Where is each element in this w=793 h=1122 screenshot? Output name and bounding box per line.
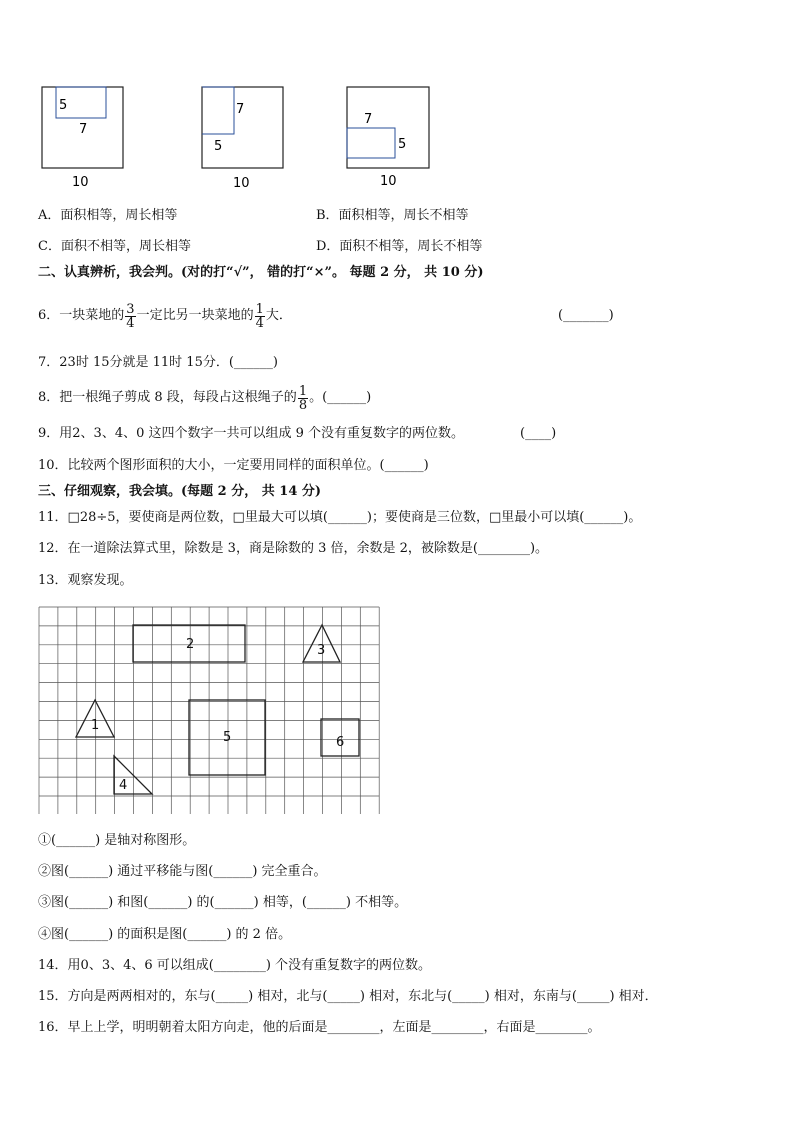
q6-fraction-2 <box>255 303 265 330</box>
shape-3-label: 3 <box>317 643 326 658</box>
option-a[interactable]: A．面积相等，周长相等 <box>38 208 178 223</box>
q6-fraction-1 <box>125 303 135 330</box>
q6-prefix: 6．一块菜地的 <box>38 308 125 323</box>
q6-fraction-2-den: 4 <box>255 315 264 331</box>
question-10: 10．比较两个图形面积的大小，一定要用同样的面积单位。(______) <box>38 458 429 473</box>
option-c[interactable]: C．面积不相等，周长相等 <box>38 239 191 254</box>
question-12: 12．在一道除法算式里，除数是 3，商是除数的 3 倍，余数是 2，被除数是(________)。 <box>38 541 549 556</box>
figure-2-label-b: 5 <box>214 139 223 154</box>
q8-prefix: 8．把一根绳子剪成 8 段，每段占这根绳子的 <box>38 390 297 405</box>
section-3-heading: 三、仔细观察，我会填。(每题 2 分， 共 14 分) <box>38 484 322 499</box>
question-8 <box>38 380 371 416</box>
q6-fraction-1-num: 3 <box>126 301 135 317</box>
question-13-1: ①(______) 是轴对称图形。 <box>38 833 196 848</box>
q8-fraction-num: 1 <box>298 383 308 399</box>
q6-fraction-2-num: 1 <box>255 301 264 317</box>
figure-1 <box>42 87 123 190</box>
q8-suffix: 。(______) <box>309 390 372 405</box>
section-2-heading: 二、认真辨析，我会判。(对的打“√”， 错的打“×”。 每题 2 分， 共 10 分) <box>38 265 484 280</box>
observation-grid <box>38 606 380 814</box>
question-15: 15．方向是两两相对的，东与(_____) 相对，北与(_____) 相对，东北与(_____) 相对，东南与(_____) 相对． <box>38 989 658 1004</box>
q8-fraction-den: 8 <box>298 397 308 413</box>
figure-3 <box>347 87 429 189</box>
question-13-4: ④图(______) 的面积是图(______) 的 2 倍。 <box>38 927 292 942</box>
question-14: 14．用0、3、4、6 可以组成(________) 个没有重复数字的两位数。 <box>38 958 432 973</box>
figure-3-bottom-label: 10 <box>380 174 397 189</box>
q6-fraction-1-den: 4 <box>126 315 135 331</box>
question-13: 13．观察发现。 <box>38 573 133 588</box>
question-16: 16．早上上学，明明朝着太阳方向走，他的后面是________，左面是________，右面是________。 <box>38 1020 601 1035</box>
figure-3-label-a: 7 <box>364 112 373 127</box>
q8-fraction <box>298 385 308 412</box>
question-9: 9．用2、3、4、0 这四个数字一共可以组成 9 个没有重复数字的两位数。 <box>38 426 465 441</box>
figure-2-bottom-label: 10 <box>233 176 250 191</box>
figure-2 <box>202 87 283 191</box>
question-13-2: ②图(______) 通过平移能与图(______) 完全重合。 <box>38 864 327 879</box>
question-11: 11．□28÷5，要使商是两位数，□里最大可以填(______)；要使商是三位数，□里最小可以填(______)。 <box>38 510 642 525</box>
figure-2-label-a: 7 <box>236 102 245 117</box>
figure-3-label-b: 5 <box>398 137 407 152</box>
q6-mid: 一定比另一块菜地的 <box>136 308 254 323</box>
figure-1-bottom-label: 10 <box>72 175 89 190</box>
shape-2-label: 2 <box>186 637 195 652</box>
area-perimeter-figures <box>0 0 793 200</box>
figure-1-label-b: 7 <box>79 122 88 137</box>
q6-suffix: 大． <box>265 308 292 323</box>
shape-5-label: 5 <box>223 730 232 745</box>
shape-4-label: 4 <box>119 778 128 793</box>
shape-1-label: 1 <box>91 718 100 733</box>
shape-6-label: 6 <box>336 735 345 750</box>
question-6 <box>38 298 292 334</box>
figure-1-label-a: 5 <box>59 98 68 113</box>
question-7: 7．23时 15分就是 11时 15分．(______) <box>38 355 278 370</box>
option-d[interactable]: D．面积不相等，周长不相等 <box>316 239 483 254</box>
q9-answer-blank[interactable]: (____) <box>520 426 557 441</box>
option-b[interactable]: B．面积相等，周长不相等 <box>316 208 469 223</box>
question-13-3: ③图(______) 和图(______) 的(______) 相等，(______) 不相等。 <box>38 895 408 910</box>
q6-answer-blank[interactable]: (_______) <box>558 308 614 323</box>
